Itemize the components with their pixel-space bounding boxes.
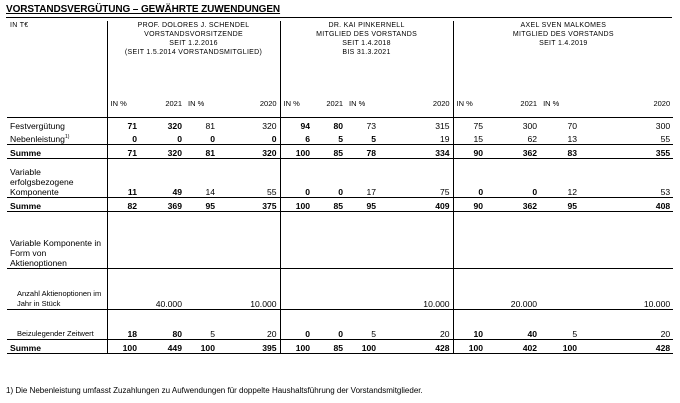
footnote-marker: 1) — [64, 133, 70, 140]
table-cell: 62 — [527, 133, 538, 144]
row-label — [7, 268, 107, 309]
table-cell: 315 — [435, 120, 450, 131]
column-subheader-row — [7, 91, 673, 117]
table-cell — [185, 211, 218, 268]
table-cell: 95 — [567, 200, 578, 211]
table-cell: 408 — [655, 200, 671, 211]
table-cell: 20 — [660, 328, 671, 339]
table-cell: 10.000 — [423, 298, 450, 309]
table-cell: 320 — [262, 120, 277, 131]
table-cell: 100 — [361, 342, 377, 353]
row-label — [7, 117, 107, 131]
table-cell — [107, 268, 140, 309]
table-cell: 18 — [107, 309, 140, 339]
table-cell — [140, 211, 185, 268]
table-cell: 100 — [280, 144, 313, 158]
table-row — [7, 309, 673, 339]
table-cell: 85 — [333, 200, 344, 211]
table-cell: 300 — [522, 120, 538, 131]
table-cell: 0 — [280, 158, 313, 197]
compensation-table — [7, 21, 673, 354]
row-label — [7, 158, 107, 197]
table-cell: 0 — [532, 186, 538, 197]
row-label-text: Nebenleistung — [10, 133, 65, 144]
row-label-text: Anzahl Aktienoptionen im Jahr in Stück — [17, 288, 102, 308]
table-cell — [280, 268, 313, 309]
table-cell: 5 — [371, 133, 377, 144]
row-label — [7, 197, 107, 211]
col-header: 2021 — [165, 99, 182, 109]
row-label — [7, 144, 107, 158]
table-cell: 55 — [266, 186, 277, 197]
table-cell: 19 — [440, 133, 450, 144]
row-label — [7, 211, 107, 268]
table-cell: 95 — [205, 200, 215, 211]
table-row — [7, 197, 673, 211]
table-cell: 82 — [107, 197, 140, 211]
table-cell — [218, 211, 280, 268]
table-cell: 100 — [200, 342, 215, 353]
table-row — [7, 131, 673, 145]
table-cell: 369 — [167, 200, 182, 211]
table-cell: 81 — [205, 147, 215, 158]
row-label-text: Festvergütung — [10, 120, 65, 131]
table-cell: 355 — [655, 147, 671, 158]
table-cell: 0 — [210, 133, 215, 144]
table-cell: 85 — [333, 147, 344, 158]
table-cell — [346, 268, 379, 309]
table-cell: 83 — [567, 147, 578, 158]
table-cell — [486, 211, 540, 268]
table-cell: 320 — [167, 147, 182, 158]
table-cell: 78 — [366, 147, 377, 158]
col-header: 2021 — [520, 99, 538, 109]
table-cell: 40 — [527, 328, 538, 339]
table-cell: 20 — [266, 328, 277, 339]
table-row — [7, 158, 673, 197]
table-cell: 362 — [522, 147, 538, 158]
table-cell — [580, 211, 673, 268]
table-cell: 15 — [453, 131, 486, 145]
footnote: 1) Die Nebenleistung umfasst Zuzahlungen zu Aufwendungen für doppelte Haushaltsführung der Vorstandsmitglieder. — [6, 386, 423, 395]
person-header-pinkernell: DR. KAI PINKERNELL MITGLIED DES VORSTANDS SEIT 1.4.2018 BIS 31.3.2021 — [280, 21, 453, 91]
person-header-schendel: PROF. DOLORES J. SCHENDEL VORSTANDSVORSITZENDE SEIT 1.2.2016 (SEIT 1.5.2014 VORSTANDSMITGLIED) — [107, 21, 280, 91]
table-cell — [379, 211, 453, 268]
col-header: 2020 — [432, 99, 450, 109]
row-label-text: Summe — [10, 147, 42, 158]
table-cell: 0 — [280, 309, 313, 339]
person-header-malkomes: AXEL SVEN MALKOMES MITGLIED DES VORSTANDS SEIT 1.4.2019 — [453, 21, 673, 91]
table-cell — [107, 211, 140, 268]
table-cell: 70 — [567, 120, 578, 131]
table-cell: 320 — [262, 147, 277, 158]
table-cell: 13 — [567, 133, 578, 144]
table-cell: 0 — [453, 158, 486, 197]
table-cell: 100 — [280, 197, 313, 211]
table-row — [7, 268, 673, 309]
table-cell — [540, 268, 580, 309]
table-row — [7, 144, 673, 158]
row-label-text: Variable Komponente in Form von Aktienoptionen — [10, 237, 102, 268]
table-cell: 100 — [280, 339, 313, 353]
table-row — [7, 211, 673, 268]
table-cell: 0 — [271, 133, 277, 144]
table-cell: 10 — [453, 309, 486, 339]
col-header: IN % — [543, 99, 560, 109]
row-label-text: Beizulegender Zeitwert — [17, 328, 94, 338]
table-cell: 80 — [172, 328, 182, 339]
table-cell: 14 — [205, 186, 215, 197]
table-cell — [280, 211, 313, 268]
table-cell: 85 — [333, 342, 344, 353]
table-cell — [346, 211, 379, 268]
row-label-text: Variable erfolgsbezogene Komponente — [10, 166, 74, 197]
table-cell: 90 — [453, 197, 486, 211]
table-cell: 12 — [567, 186, 578, 197]
col-header: 2020 — [653, 99, 671, 109]
row-label-text: Summe — [10, 200, 42, 211]
document-title: VORSTANDSVERGÜTUNG – GEWÄHRTE ZUWENDUNGEN — [6, 4, 281, 15]
table-cell: 428 — [655, 342, 671, 353]
row-label — [7, 309, 107, 339]
table-cell: 0 — [338, 328, 344, 339]
table-cell: 375 — [262, 200, 277, 211]
table-cell: 5 — [210, 328, 215, 339]
table-cell: 49 — [172, 186, 182, 197]
table-cell: 100 — [107, 339, 140, 353]
table-cell: 402 — [522, 342, 538, 353]
table-row — [7, 117, 673, 131]
table-cell — [313, 211, 346, 268]
table-cell: 81 — [205, 120, 215, 131]
row-label — [7, 339, 107, 353]
table-cell: 362 — [522, 200, 538, 211]
table-cell — [185, 268, 218, 309]
table-cell: 40.000 — [155, 298, 182, 309]
table-cell — [313, 268, 346, 309]
table-cell: 20.000 — [510, 298, 538, 309]
table-cell: 300 — [655, 120, 671, 131]
table-cell: 94 — [280, 117, 313, 131]
table-cell — [453, 268, 486, 309]
table-row — [7, 339, 673, 353]
title-underline — [6, 17, 672, 18]
table-cell: 0 — [177, 133, 182, 144]
table-cell: 5 — [371, 328, 377, 339]
col-header: IN % — [107, 91, 140, 117]
table-cell: 100 — [453, 339, 486, 353]
table-cell: 75 — [440, 186, 450, 197]
col-header: 2020 — [259, 99, 277, 109]
table-cell: 90 — [453, 144, 486, 158]
row-label-text: Summe — [10, 342, 42, 353]
table-cell: 55 — [660, 133, 671, 144]
table-cell: 17 — [366, 186, 377, 197]
table-cell: 428 — [435, 342, 450, 353]
col-header: 2021 — [326, 99, 344, 109]
table-cell: 53 — [660, 186, 671, 197]
col-header: IN % — [453, 91, 486, 117]
table-cell: 71 — [107, 144, 140, 158]
unit-label: IN T€ — [10, 22, 29, 29]
table-cell: 5 — [572, 328, 578, 339]
table-cell: 75 — [453, 117, 486, 131]
table-cell: 5 — [338, 133, 344, 144]
table-cell: 10.000 — [250, 298, 277, 309]
table-cell: 409 — [435, 200, 450, 211]
row-label — [7, 131, 107, 145]
table-cell: 449 — [167, 342, 182, 353]
table-cell: 71 — [107, 117, 140, 131]
table-cell — [540, 211, 580, 268]
col-header: IN % — [280, 91, 313, 117]
table-cell: 11 — [107, 158, 140, 197]
table-cell: 334 — [435, 147, 450, 158]
col-header: IN % — [188, 99, 205, 109]
table-cell: 73 — [366, 120, 377, 131]
table-cell: 0 — [338, 186, 344, 197]
table-cell: 6 — [280, 131, 313, 145]
table-cell: 320 — [167, 120, 182, 131]
table-cell: 80 — [333, 120, 344, 131]
table-cell: 0 — [107, 131, 140, 145]
col-header: IN % — [349, 99, 366, 109]
table-cell: 95 — [366, 200, 377, 211]
table-cell: 10.000 — [643, 298, 671, 309]
table-cell — [453, 211, 486, 268]
table-cell: 20 — [440, 328, 450, 339]
table-cell: 395 — [262, 342, 277, 353]
table-cell: 100 — [562, 342, 578, 353]
